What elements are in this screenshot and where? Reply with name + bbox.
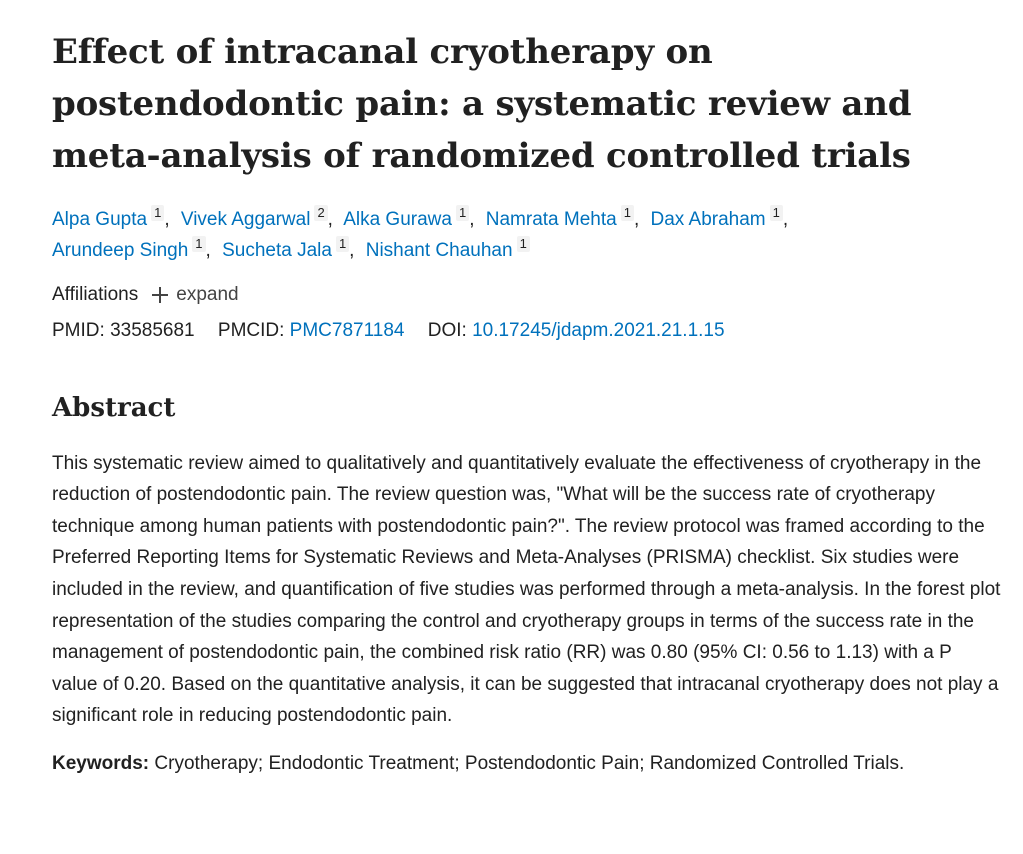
author-link[interactable]: Alka Gurawa (343, 209, 452, 230)
author-item (52, 236, 217, 261)
separator: , (782, 209, 789, 230)
article-identifiers (52, 316, 993, 346)
abstract-heading: Abstract (52, 393, 176, 423)
pmid-label: PMID: (52, 320, 105, 341)
author-item (343, 205, 480, 230)
author-list (52, 204, 993, 266)
keywords-value: Cryotherapy; Endodontic Treatment; Postendodontic Pain; Randomized Controlled Trials. (154, 752, 905, 774)
author-item (222, 236, 360, 261)
separator: , (633, 209, 640, 230)
author-link[interactable]: Alpa Gupta (52, 209, 148, 230)
separator: , (349, 240, 355, 261)
author-item (485, 205, 645, 230)
article-title: Effect of intracanal cryotherapy on postendodontic pain: a systematic review and meta-analysis of randomized controlled trials (52, 32, 912, 176)
author-link[interactable]: Namrata Mehta (485, 209, 617, 230)
doi-group (428, 320, 725, 341)
affiliation-number[interactable]: 1 (517, 236, 530, 252)
keywords (52, 748, 992, 779)
expand-affiliations-button[interactable] (152, 280, 238, 310)
affiliation-number[interactable]: 1 (770, 205, 783, 221)
doi-label: DOI: (427, 320, 467, 341)
author-link[interactable]: Arundeep Singh (52, 240, 189, 261)
author-item (365, 236, 530, 261)
author-link[interactable]: Nishant Chauhan (365, 240, 513, 261)
affiliation-number[interactable]: 2 (314, 205, 327, 221)
separator: , (327, 209, 333, 230)
pmid-group (52, 320, 200, 341)
separator: , (164, 209, 170, 230)
affiliation-number[interactable]: 1 (151, 205, 164, 221)
author-item (52, 205, 176, 230)
plus-icon (152, 287, 168, 303)
separator: , (205, 240, 211, 261)
separator: , (469, 209, 475, 230)
author-item (180, 205, 339, 230)
expand-label: expand (176, 284, 239, 305)
pmid-value: 33585681 (110, 320, 195, 341)
author-item (650, 205, 795, 230)
affiliations-row (52, 280, 993, 310)
pmcid-label: PMCID: (217, 320, 285, 341)
author-link[interactable]: Sucheta Jala (222, 240, 332, 261)
affiliation-number[interactable]: 1 (456, 205, 469, 221)
keywords-label: Keywords: (52, 752, 150, 774)
author-link[interactable]: Dax Abraham (650, 209, 766, 230)
affiliations-label: Affiliations (52, 284, 139, 305)
author-link[interactable]: Vivek Aggarwal (180, 209, 311, 230)
pmcid-group (218, 320, 410, 341)
pmcid-link[interactable]: PMC7871184 (289, 320, 405, 341)
affiliation-number[interactable]: 1 (621, 205, 634, 221)
abstract-body: This systematic review aimed to qualitatively and quantitatively evaluate the effectiveness of cryotherapy in the reduction of postendodontic pain. The review question was, "What will be the success rate of cryotherapy technique among human patients with postendodontic pain?". The review protocol was framed according to the Preferred Reporting Items for Systematic Reviews and Meta-Analyses (PRISMA) checklist. Six studies were included in the review, and quantification of five studies was performed through a meta-analysis. In the forest plot representation of the studies comparing the control and cryotherapy groups in terms of the success rate in the management of postendodontic pain, the combined risk ratio (RR) was 0.80 (95% CI: 0.56 to 1.13) with a P value of 0.20. Based on the quantitative analysis, it can be suggested that intracanal cryotherapy does not play a significant role in reducing postendodontic pain. (52, 452, 1001, 727)
affiliation-number[interactable]: 1 (336, 236, 349, 252)
doi-link[interactable]: 10.17245/jdapm.2021.21.1.15 (472, 320, 725, 341)
affiliation-number[interactable]: 1 (192, 236, 205, 252)
